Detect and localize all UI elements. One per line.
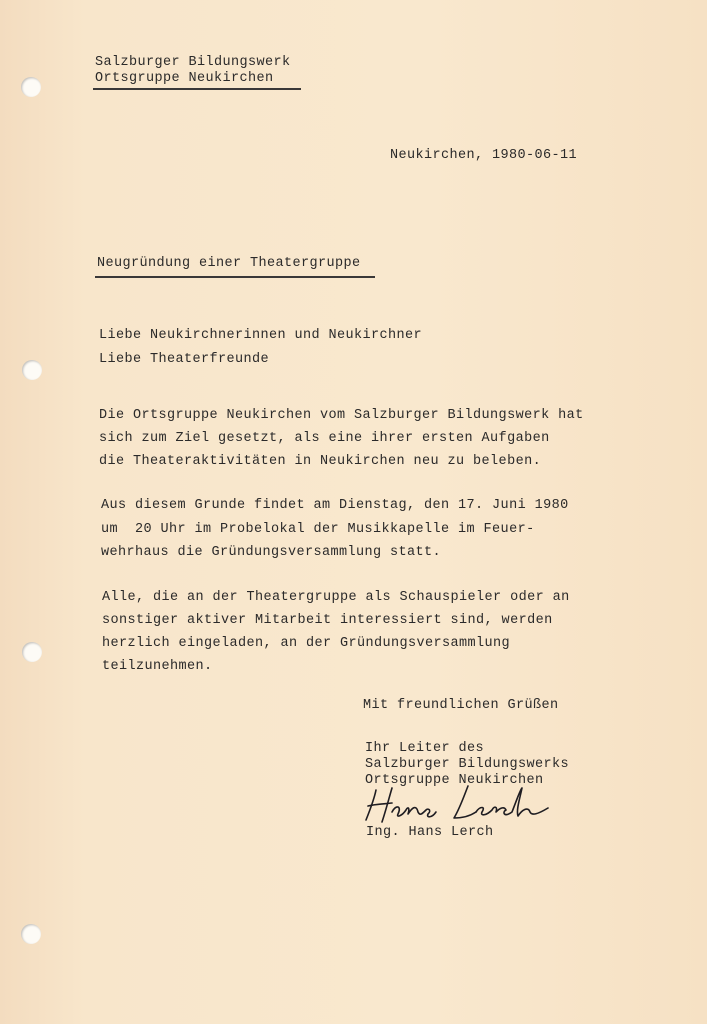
letterhead-line2: Ortsgruppe Neukirchen [95,71,274,86]
paragraph2-line: Aus diesem Grunde findet am Dienstag, den 17. Juni 1980 [101,498,569,513]
paragraph3-line: herzlich eingeladen, an der Gründungsversammlung [102,636,511,651]
letterhead-underline [93,88,301,90]
signature-block-line: Ihr Leiter des [365,741,485,756]
paragraph1-line: Die Ortsgruppe Neukirchen vom Salzburger Bildungswerk hat [99,408,584,423]
handwritten-signature [362,782,562,826]
letterhead-line1: Salzburger Bildungswerk [95,55,291,70]
signer-name: Ing. Hans Lerch [366,825,494,840]
signature-block-line: Salzburger Bildungswerks [365,757,570,772]
salutation-line: Liebe Neukirchnerinnen und Neukirchner [99,328,423,343]
paragraph3-line: teilzunehmen. [102,659,213,674]
paragraph1-line: sich zum Ziel gesetzt, als eine ihrer ersten Aufgaben [99,431,550,446]
paragraph2-line: um 20 Uhr im Probelokal der Musikkapelle im Feuer- [101,522,535,537]
paragraph3-line: sonstiger aktiver Mitarbeit interessiert sind, werden [102,613,553,628]
subject-underline [95,276,375,278]
subject-line: Neugründung einer Theatergruppe [97,256,361,271]
closing-line: Mit freundlichen Grüßen [363,698,559,713]
punch-hole [22,360,42,380]
salutation-line: Liebe Theaterfreunde [99,352,270,367]
paragraph1-line: die Theateraktivitäten in Neukirchen neu zu beleben. [99,454,542,469]
punch-hole [21,924,41,944]
paragraph2-line: wehrhaus die Gründungsversammlung statt. [101,545,442,560]
date-line: Neukirchen, 1980-06-11 [390,148,578,163]
paragraph3-line: Alle, die an der Theatergruppe als Schauspieler oder an [102,590,570,605]
signature-block-line: Ortsgruppe Neukirchen [365,773,544,788]
punch-hole [21,77,41,97]
punch-hole [22,642,42,662]
